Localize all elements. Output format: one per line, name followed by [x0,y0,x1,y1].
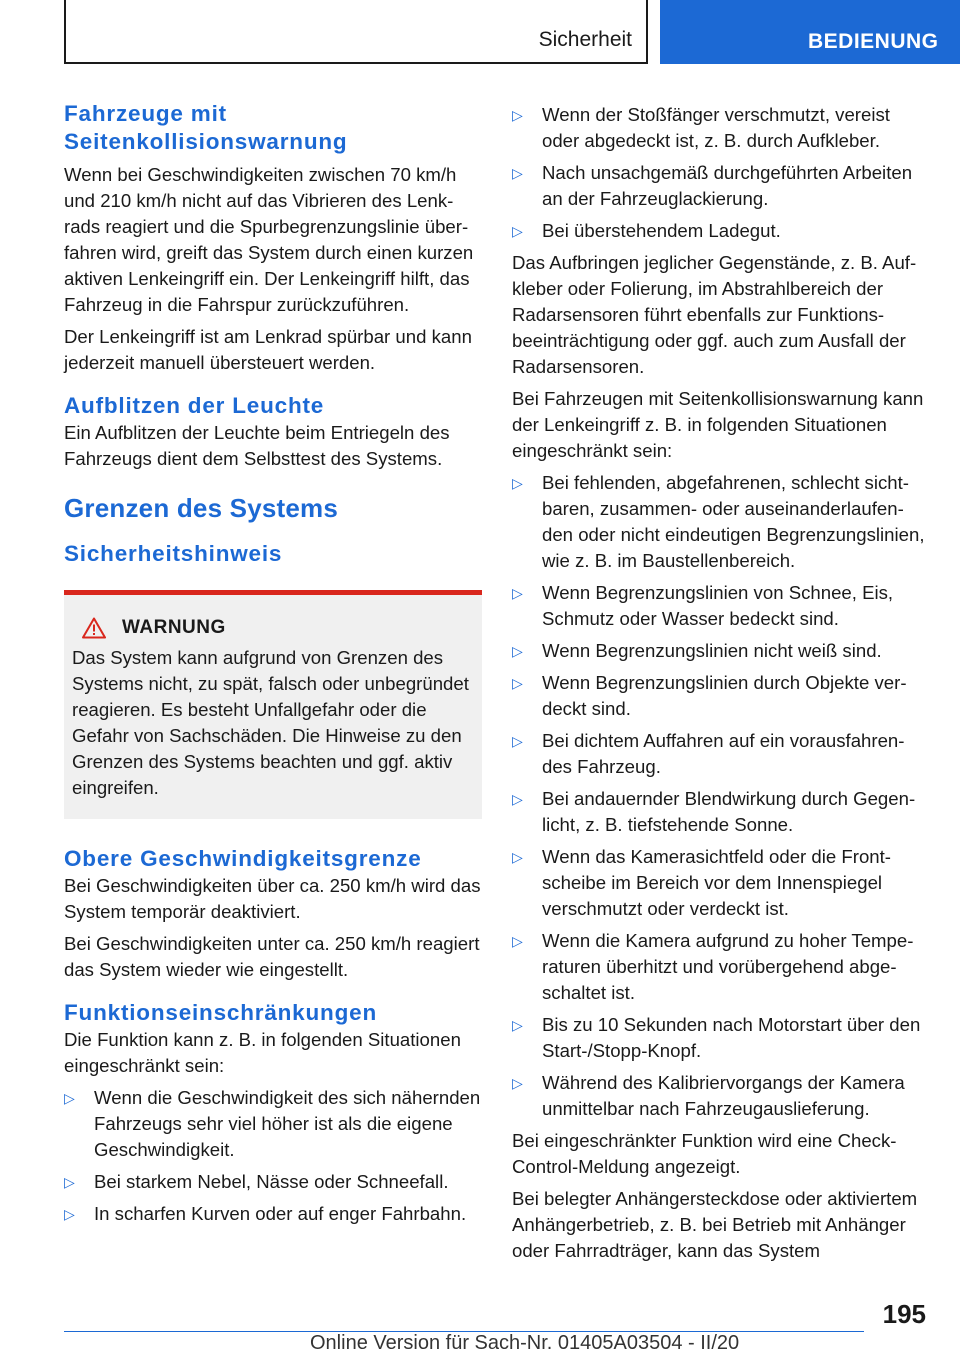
bullet-triangle-icon: ▷ [64,1174,75,1190]
paragraph: Bei Fahrzeugen mit Seitenkollisionswarnung kann der Lenkeingriff z. B. in folgenden Situationen eingeschränkt sein: [512,388,924,461]
paragraph: Bei Geschwindigkeiten über ca. 250 km/h wird das System temporär deaktiviert. [64,875,481,922]
paragraph: Das Aufbringen jeglicher Gegenstände, z. B. Aufkleber oder Folierung, im Abstrahlbereich der Radarsensoren führt ebenfalls zur Funktionsbeeinträchtigung oder ggf. auch zum Ausfall der Radarsensoren. [512,252,917,377]
list-item: ▷ Wenn Begrenzungslinien durch Objekte verdeckt sind. [512,672,907,719]
warning-text: Das System kann aufgrund von Grenzen des Systems nicht, zu spät, falsch oder unbegründet reagieren. Es besteht Unfallgefahr oder die Gefahr von Sachschäden. Die Hinweise zu den Grenzen des Systems beachten und ggf. aktiv eingreifen. [72,647,469,798]
paragraph: Wenn bei Geschwindigkeiten zwischen 70 km/h und 210 km/h nicht auf das Vibrieren des Lenkrads reagiert und die Spurbegrenzungslinie überfahren wird, greift das System durch einen kurzen aktiven Lenkeingriff ein. Der Lenkeingriff hilft, das Fahrzeug in die Fahrspur zurückzuführen. [64,164,474,315]
bullet-triangle-icon: ▷ [512,223,523,239]
bullet-triangle-icon: ▷ [512,933,523,949]
paragraph: Ein Aufblitzen der Leuchte beim Entriegeln des Fahrzeugs dient dem Selbsttest des Systems. [64,422,450,469]
heading-light-flash: Aufblitzen der Leuchte [64,393,325,418]
heading-system-limits: Grenzen des Systems [64,493,339,523]
list-item: ▷ In scharfen Kurven oder auf enger Fahrbahn. [64,1201,482,1227]
bullet-triangle-icon: ▷ [512,585,523,601]
list-item: ▷ Wenn die Kamera aufgrund zu hoher Temperaturen überhitzt und vorübergehend abgeschaltet ist. [512,930,914,1003]
list-right-2 [512,470,928,1122]
bullet-triangle-icon: ▷ [512,791,523,807]
warning-triangle-icon [82,617,106,639]
bullet-triangle-icon: ▷ [512,675,523,691]
list-item: ▷ Wenn Begrenzungslinien nicht weiß sind. [512,638,928,664]
warning-title: WARNUNG [122,617,226,638]
list-item: ▷ Bei fehlenden, abgefahrenen, schlecht sichtbaren, zusammen- oder auseinanderlaufenden oder nicht eindeutigen Begrenzungslinien, wie z. B. im Baustellenbereich. [512,472,925,571]
header-chapter-tab [660,0,960,64]
bullet-triangle-icon: ▷ [64,1090,75,1106]
list-item: ▷ Während des Kalibriervorgangs der Kamera unmittelbar nach Fahrzeugauslieferung. [512,1072,905,1119]
heading-side-collision: Fahrzeuge mit Seitenkollisionswarnung [64,101,348,154]
bullet-triangle-icon: ▷ [512,1017,523,1033]
left-column [64,100,482,1233]
list-right-1 [512,102,928,244]
header-chapter-label: BEDIENUNG [808,30,939,53]
paragraph: Bei eingeschränkter Funktion wird eine Check-Control-Meldung angezeigt. [512,1130,897,1177]
paragraph: Bei Geschwindigkeiten unter ca. 250 km/h reagiert das System wieder wie eingestellt. [64,933,480,980]
bullet-triangle-icon: ▷ [512,475,523,491]
list-left [64,1085,482,1227]
footer-text: Online Version für Sach-Nr. 01405A03504 - II/20 [310,1332,740,1354]
list-item: ▷ Bis zu 10 Sekunden nach Motorstart über den Start-/Stopp-Knopf. [512,1014,921,1061]
header-section-title: Sicherheit [538,28,632,51]
bullet-triangle-icon: ▷ [512,107,523,123]
bullet-triangle-icon: ▷ [512,643,523,659]
right-column [512,100,928,1264]
list-item: ▷ Bei starkem Nebel, Nässe oder Schneefall. [64,1169,482,1195]
heading-function-limitations: Funktionseinschränkungen [64,1000,377,1025]
bullet-triangle-icon: ▷ [512,849,523,865]
list-item: ▷ Nach unsachgemäß durchgeführten Arbeiten an der Fahrzeuglackierung. [512,162,913,209]
list-item: ▷ Wenn das Kamerasichtfeld oder die Frontscheibe im Bereich vor dem Innenspiegel verschmutzt oder verdeckt ist. [512,846,891,919]
header-section-box [64,0,648,64]
paragraph: Die Funktion kann z. B. in folgenden Situationen eingeschränkt sein: [64,1029,461,1076]
list-item: ▷ Wenn der Stoßfänger verschmutzt, vereist oder abgedeckt ist, z. B. durch Aufkleber. [512,104,890,151]
bullet-triangle-icon: ▷ [64,1206,75,1222]
list-item: ▷ Bei überstehendem Ladegut. [512,218,928,244]
list-item: ▷ Wenn Begrenzungslinien von Schnee, Eis, Schmutz oder Wasser bedeckt sind. [512,582,894,629]
bullet-triangle-icon: ▷ [512,733,523,749]
paragraph: Der Lenkeingriff ist am Lenkrad spürbar und kann jederzeit manuell übersteuert werden. [64,326,472,373]
page-number: 195 [882,1299,926,1329]
bullet-triangle-icon: ▷ [512,1075,523,1091]
list-item: ▷ Bei andauernder Blendwirkung durch Gegenlicht, z. B. tiefstehende Sonne. [512,788,916,835]
heading-safety-note: Sicherheitshinweis [64,541,283,566]
heading-upper-speed-limit: Obere Geschwindigkeitsgrenze [64,846,422,871]
paragraph: Bei belegter Anhängersteckdose oder aktiviertem Anhängerbetrieb, z. B. bei Betrieb mit Anhänger oder Fahrradträger, kann das System [512,1188,918,1261]
list-item: ▷ Bei dichtem Auffahren auf ein vorausfahrendes Fahrzeug. [512,730,905,777]
warning-box [64,590,482,819]
bullet-triangle-icon: ▷ [512,165,523,181]
list-item: ▷ Wenn die Geschwindigkeit des sich nähernden Fahrzeugs sehr viel höher ist als die eigene Geschwindigkeit. [64,1087,481,1160]
